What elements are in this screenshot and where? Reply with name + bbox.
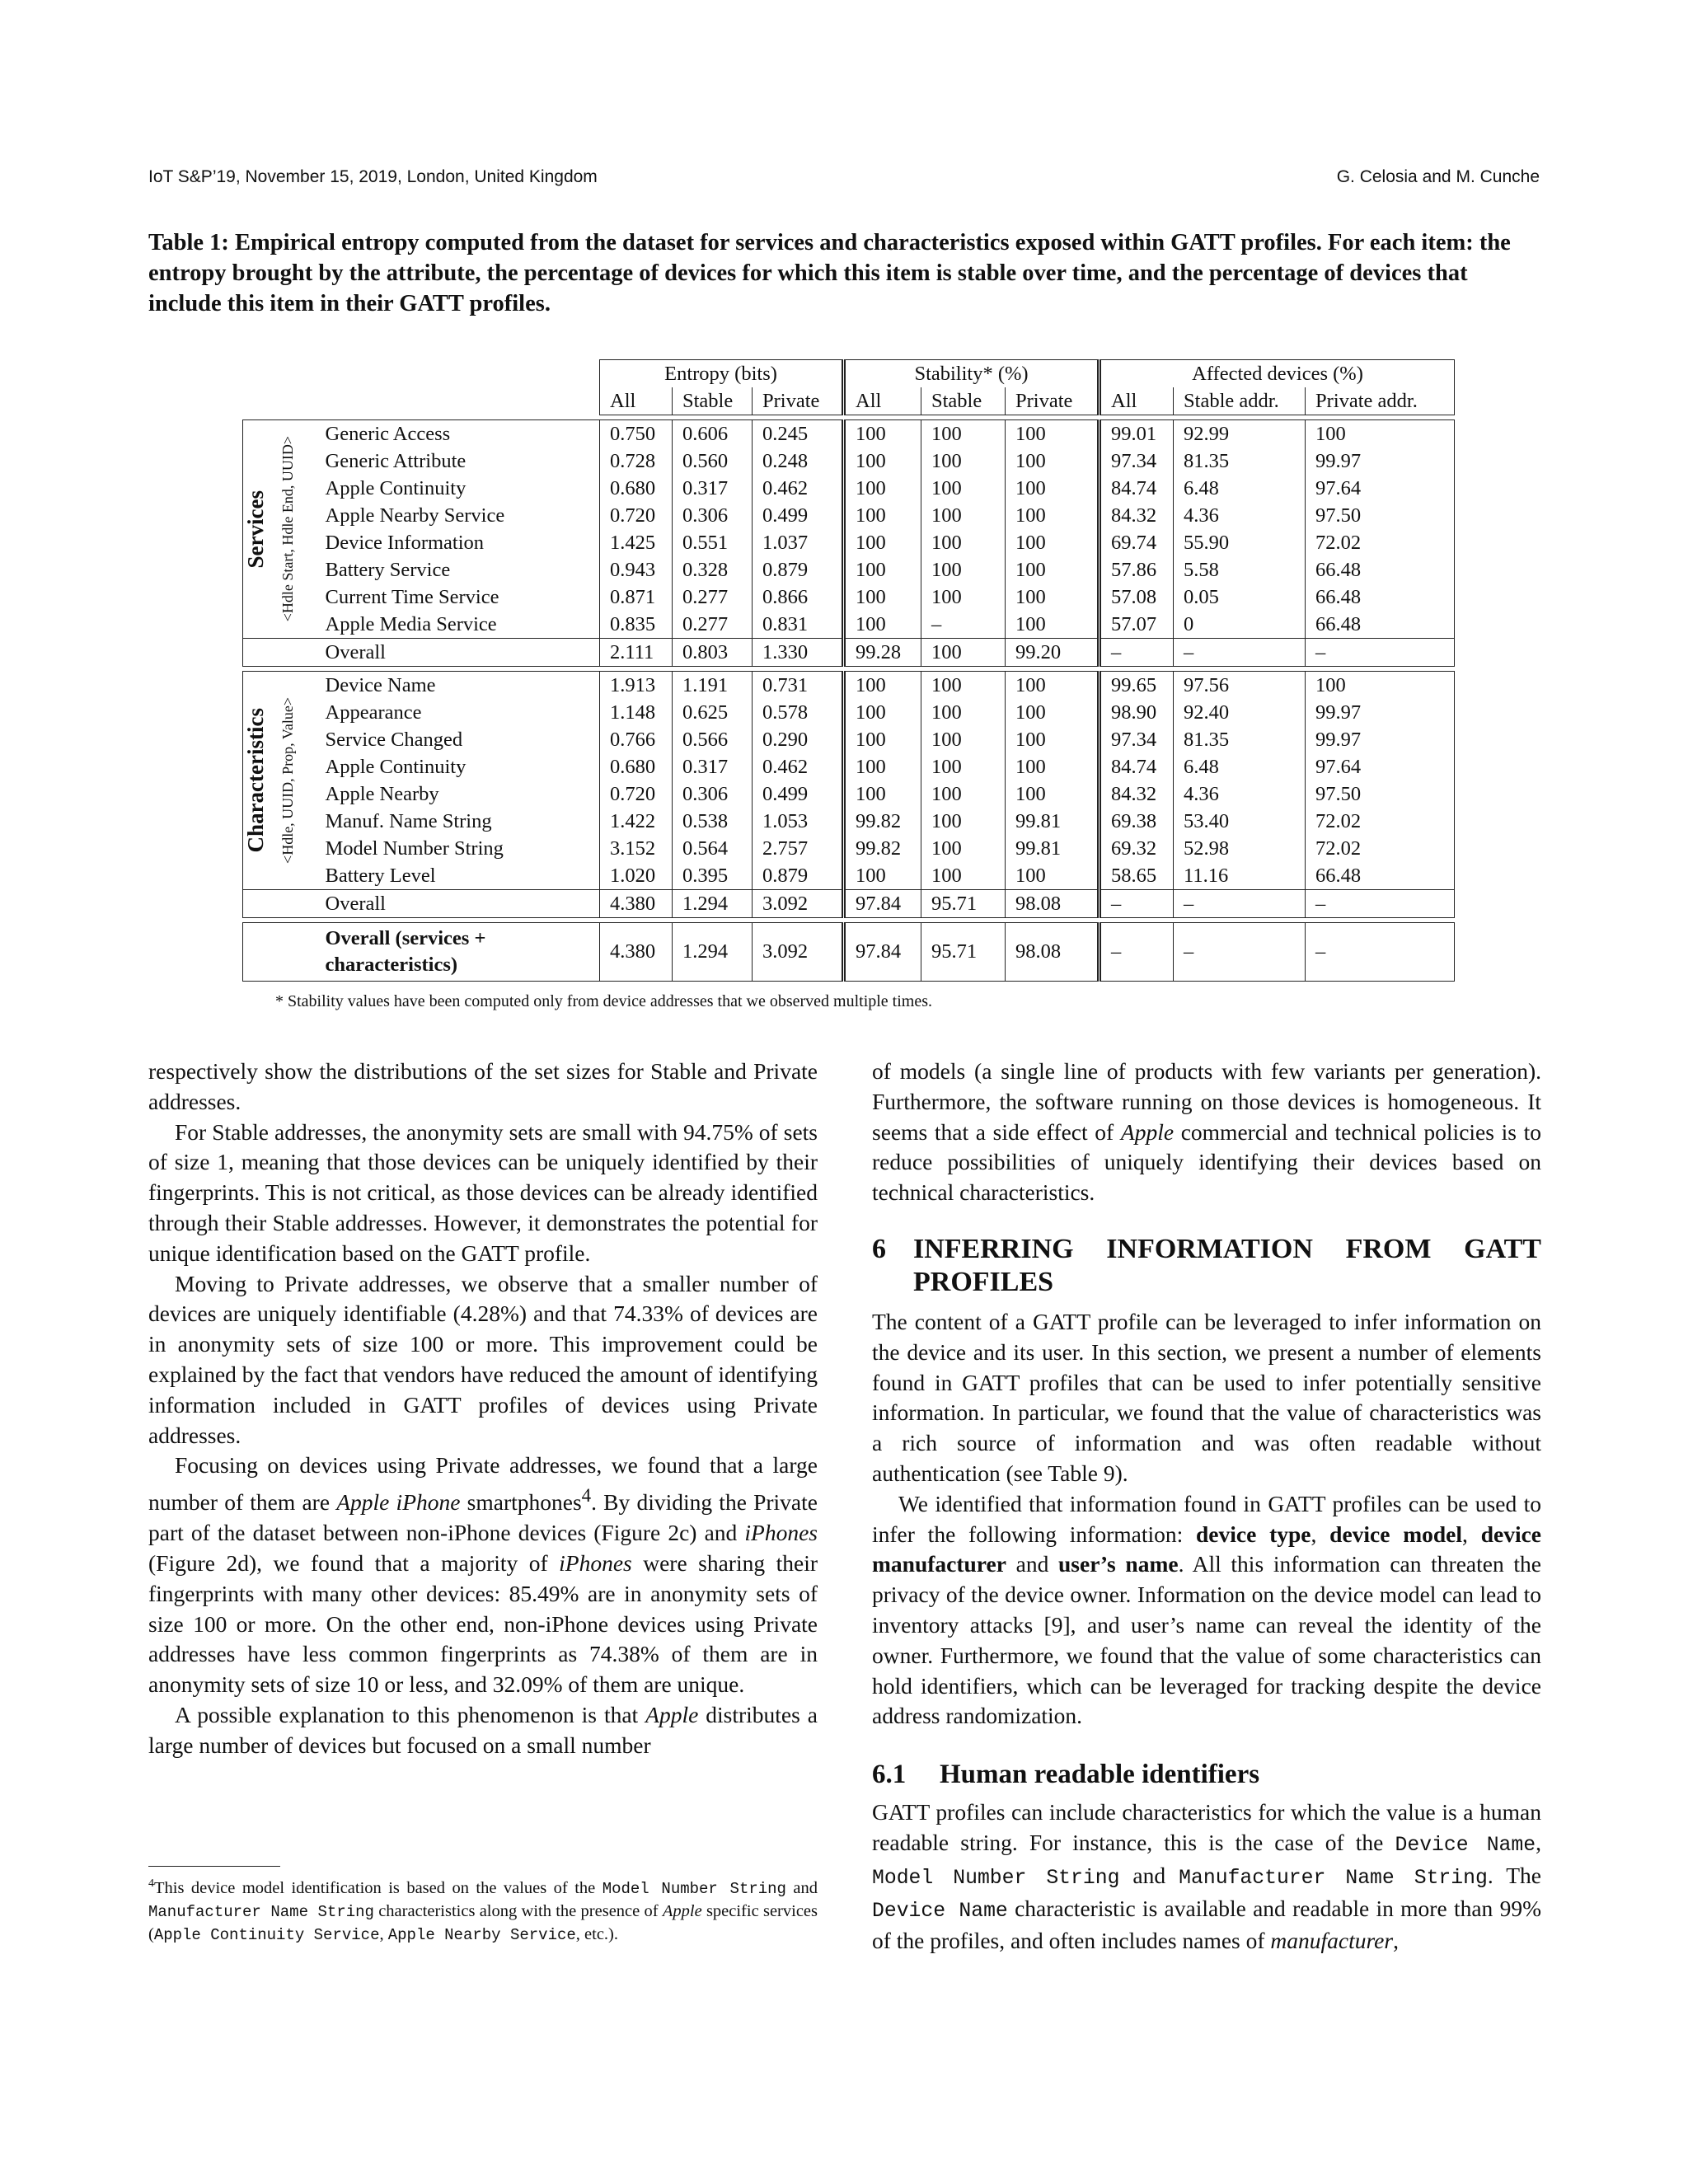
column-header: Stable <box>673 387 753 415</box>
value-cell: 100 <box>844 862 921 890</box>
value-cell: 0.306 <box>673 780 753 808</box>
empty-cell <box>243 639 279 667</box>
value-cell: 0.680 <box>600 475 673 502</box>
value-cell: 100 <box>921 835 1006 862</box>
table-row <box>243 726 1455 753</box>
row-label: Device Information <box>325 531 485 554</box>
table-row <box>243 808 1455 835</box>
value-cell: 100 <box>921 475 1006 502</box>
row-label: Model Number String <box>325 837 504 860</box>
services-sublabel: <Hdle Start, Hdle End, UUID> <box>279 436 296 622</box>
value-cell: 97.64 <box>1306 753 1455 780</box>
row-label: Battery Service <box>325 558 451 581</box>
value-cell: 100 <box>1006 448 1100 475</box>
empty-cell <box>316 387 600 415</box>
grand-overall-value: 3.092 <box>753 923 844 982</box>
value-cell: 69.74 <box>1100 529 1174 556</box>
value-cell: 0.731 <box>753 672 844 700</box>
value-cell: 1.191 <box>673 672 753 700</box>
value-cell: 100 <box>1006 672 1100 700</box>
grand-overall-value: 1.294 <box>673 923 753 982</box>
value-cell: 100 <box>921 420 1006 448</box>
row-label: Service Changed <box>325 728 463 751</box>
value-cell: 100 <box>844 611 921 639</box>
value-cell: 0.277 <box>673 611 753 639</box>
table-footnote: * Stability values have been computed only from device addresses that we observed multiple times. <box>275 992 933 1010</box>
overall-row <box>243 639 1455 667</box>
grand-overall-value: – <box>1306 923 1455 982</box>
value-cell: 100 <box>1006 556 1100 583</box>
column-header: Private addr. <box>1306 387 1455 415</box>
value-cell: 100 <box>921 583 1006 611</box>
table-row <box>243 862 1455 890</box>
value-cell: 100 <box>921 529 1006 556</box>
value-cell: 97.50 <box>1306 502 1455 529</box>
value-cell: 4.36 <box>1174 502 1306 529</box>
value-cell: 0.317 <box>673 753 753 780</box>
value-cell: 72.02 <box>1306 529 1455 556</box>
value-cell: 84.32 <box>1100 780 1174 808</box>
empty-cell <box>279 639 316 667</box>
empty-cell <box>243 890 279 918</box>
paragraph: A possible explanation to this phenomenon is that Apple distributes a large number of devices but focused on a small number <box>148 1701 818 1758</box>
empty-cell <box>279 360 316 388</box>
overall-label: Overall <box>316 639 600 667</box>
value-cell: 0.943 <box>600 556 673 583</box>
left-column <box>148 1057 818 1760</box>
table-group-header-row <box>243 360 1455 388</box>
footnote-ref[interactable]: 4 <box>581 1485 592 1507</box>
overall-value: 99.20 <box>1006 639 1100 667</box>
value-cell: 0.606 <box>673 420 753 448</box>
overall-row <box>243 890 1455 918</box>
grand-overall-value: 97.84 <box>844 923 921 982</box>
value-cell: 5.58 <box>1174 556 1306 583</box>
value-cell: 100 <box>921 448 1006 475</box>
grand-overall-value: 98.08 <box>1006 923 1100 982</box>
row-label: Apple Nearby Service <box>325 504 505 527</box>
row-label: Apple Nearby <box>325 782 439 805</box>
value-cell: 97.34 <box>1100 726 1174 753</box>
services-label-cell <box>243 420 279 639</box>
paragraph: GATT profiles can include characteristics for which the value is a human readable string. For instance, this is the case of the Device Name, Model Number String and Manufacturer Name String. The Device Name characteristic is available and readable in more than 99% of the profiles, and often includes names of manufacturer, <box>872 1799 1541 1954</box>
footnote-rule <box>148 1866 280 1867</box>
table-row <box>243 475 1455 502</box>
value-cell: 0.879 <box>753 862 844 890</box>
grand-overall-value: – <box>1100 923 1174 982</box>
value-cell: 72.02 <box>1306 808 1455 835</box>
value-cell: 81.35 <box>1174 448 1306 475</box>
empty-cell <box>243 360 279 388</box>
value-cell: 0.290 <box>753 726 844 753</box>
value-cell: 99.97 <box>1306 726 1455 753</box>
value-cell: 100 <box>921 753 1006 780</box>
table-row <box>243 583 1455 611</box>
value-cell: 81.35 <box>1174 726 1306 753</box>
value-cell: 100 <box>1006 753 1100 780</box>
value-cell: 6.48 <box>1174 753 1306 780</box>
value-cell: 100 <box>1006 475 1100 502</box>
value-cell: 0.462 <box>753 753 844 780</box>
paragraph: of models (a single line of products with few variants per generation). Furthermore, the software running on those devices is homogeneous. It seems that a side effect of Apple commercial and technical policies is to reduce possibilities of uniquely identifying their devices based on technical characteristics. <box>872 1058 1542 1206</box>
column-header: All <box>600 387 673 415</box>
value-cell: 0.277 <box>673 583 753 611</box>
value-cell: 100 <box>844 753 921 780</box>
overall-value: 3.092 <box>753 890 844 918</box>
value-cell: 0.328 <box>673 556 753 583</box>
value-cell: 100 <box>1006 699 1100 726</box>
row-label: Appearance <box>325 701 422 724</box>
row-label: Apple Media Service <box>325 612 497 635</box>
value-cell: 97.34 <box>1100 448 1174 475</box>
value-cell: 69.32 <box>1100 835 1174 862</box>
overall-value: 4.380 <box>600 890 673 918</box>
value-cell: 0.560 <box>673 448 753 475</box>
entropy-table <box>242 359 1454 982</box>
value-cell: 100 <box>844 583 921 611</box>
characteristics-sublabel-cell <box>279 672 316 890</box>
value-cell: 99.97 <box>1306 699 1455 726</box>
value-cell: 0.750 <box>600 420 673 448</box>
value-cell: 100 <box>1006 420 1100 448</box>
value-cell: 0.306 <box>673 502 753 529</box>
value-cell: 100 <box>844 699 921 726</box>
characteristics-sublabel: <Hdle, UUID, Prop, Value> <box>279 697 296 864</box>
value-cell: 0.395 <box>673 862 753 890</box>
overall-label: Overall <box>316 890 600 918</box>
overall-value: 100 <box>921 639 1006 667</box>
value-cell: 2.757 <box>753 835 844 862</box>
value-cell: 69.38 <box>1100 808 1174 835</box>
paragraph: Moving to Private addresses, we observe that a smaller number of devices are uniquely identifiable (4.28%) and that 74.33% of devices are in anonymity sets of size 100 or more. This improvement could be explained by the fact that vendors have reduced the amount of identifying information included in GATT profiles of devices using Private addresses. <box>148 1270 818 1448</box>
value-cell: – <box>921 611 1006 639</box>
value-cell: 58.65 <box>1100 862 1174 890</box>
value-cell: 0.720 <box>600 502 673 529</box>
value-cell: 0.538 <box>673 808 753 835</box>
services-label: Services <box>243 490 268 569</box>
column-header: All <box>1100 387 1174 415</box>
value-cell: 52.98 <box>1174 835 1306 862</box>
overall-value: 1.294 <box>673 890 753 918</box>
paragraph: Focusing on devices using Private addresses, we found that a large number of them are Apple iPhone smartphones$^4$. By dividing the Private part of the dataset between non-iPhone devices (Figure 2c) and iPhones (Figure 2d), we found that a majority of iPhones were sharing their fingerprints with many other devices: 85.49% are in anonymity sets of size 100 or more. On the other end, non-iPhone devices using Private addresses have less common fingerprints as 74.38% of them are in anonymity sets of size 10 or less, and 32.09% of them are unique. <box>148 1452 818 1698</box>
value-cell: 100 <box>844 420 921 448</box>
value-cell: 1.053 <box>753 808 844 835</box>
value-cell: 84.32 <box>1100 502 1174 529</box>
row-label: Current Time Service <box>325 585 499 608</box>
value-cell: 100 <box>844 529 921 556</box>
value-cell: 100 <box>1006 502 1100 529</box>
characteristics-label-cell <box>243 672 279 890</box>
value-cell: 1.913 <box>600 672 673 700</box>
value-cell: 100 <box>844 780 921 808</box>
value-cell: 0.720 <box>600 780 673 808</box>
running-header-right: G. Celosia and M. Cunche <box>1336 167 1540 186</box>
value-cell: 100 <box>921 502 1006 529</box>
table-row <box>243 448 1455 475</box>
grand-overall-row <box>243 923 1455 982</box>
value-cell: 1.425 <box>600 529 673 556</box>
value-cell: 99.82 <box>844 835 921 862</box>
value-cell: 57.86 <box>1100 556 1174 583</box>
value-cell: 0.499 <box>753 502 844 529</box>
group-header-affected: Affected devices (%) <box>1100 360 1455 388</box>
table-row <box>243 529 1455 556</box>
value-cell: 100 <box>844 672 921 700</box>
value-cell: 100 <box>844 726 921 753</box>
paragraph: The content of a GATT profile can be leveraged to infer information on the device and its user. In this section, we present a number of elements found in GATT profiles that can be used to infer potentially sensitive information. In particular, we found that the value of characteristics was a rich source of information and was often readable without authentication (see Table 9). <box>872 1308 1541 1486</box>
value-cell: 100 <box>921 726 1006 753</box>
value-cell: 92.99 <box>1174 420 1306 448</box>
table-row <box>243 672 1455 700</box>
table-row <box>243 420 1455 448</box>
value-cell: 55.90 <box>1174 529 1306 556</box>
value-cell: 0.871 <box>600 583 673 611</box>
value-cell: 100 <box>844 448 921 475</box>
value-cell: 0.831 <box>753 611 844 639</box>
value-cell: 0.551 <box>673 529 753 556</box>
value-cell: 1.037 <box>753 529 844 556</box>
empty-cell <box>279 890 316 918</box>
value-cell: 0.766 <box>600 726 673 753</box>
overall-value: 2.111 <box>600 639 673 667</box>
value-cell: 100 <box>1006 611 1100 639</box>
column-header: Stable <box>921 387 1006 415</box>
value-cell: 0.245 <box>753 420 844 448</box>
value-cell: 99.81 <box>1006 835 1100 862</box>
value-cell: 99.97 <box>1306 448 1455 475</box>
value-cell: 100 <box>921 672 1006 700</box>
value-cell: 97.64 <box>1306 475 1455 502</box>
value-cell: 6.48 <box>1174 475 1306 502</box>
paragraph: For Stable addresses, the anonymity sets are small with 94.75% of sets of size 1, meaning that those devices can be uniquely identified by their fingerprints. This is not critical, as those devices can be already identified through their Stable addresses. However, it demonstrates the potential for unique identification based on the GATT profile. <box>148 1118 818 1266</box>
value-cell: 100 <box>1306 672 1455 700</box>
footnote-4: $^4$This device model identification is based on the values of the Model Number String and Manufacturer Name String characteristics along with the presence of Apple specific services (Apple Continuity Service, Apple Nearby Service, etc.). <box>148 1877 818 1944</box>
table-row <box>243 753 1455 780</box>
overall-value: – <box>1174 890 1306 918</box>
value-cell: 97.56 <box>1174 672 1306 700</box>
value-cell: 0.499 <box>753 780 844 808</box>
row-label: Apple Continuity <box>325 755 467 778</box>
overall-value: – <box>1306 639 1455 667</box>
value-cell: 84.74 <box>1100 475 1174 502</box>
paragraph: We identified that information found in GATT profiles can be used to infer the following information: device type, device model, device manufacturer and user’s name. All this information can threaten the privacy of the device owner. Information on the device model can lead to inventory attacks [9], and user’s name can reveal the identity of the owner. Furthermore, we found that the value of some characteristics can hold identifiers, which can be leveraged for tracking despite the device address randomization. <box>872 1490 1541 1729</box>
value-cell: 84.74 <box>1100 753 1174 780</box>
table-row <box>243 502 1455 529</box>
value-cell: 98.90 <box>1100 699 1174 726</box>
overall-value: 0.803 <box>673 639 753 667</box>
value-cell: 53.40 <box>1174 808 1306 835</box>
row-label: Apple Continuity <box>325 476 467 499</box>
right-column <box>872 1057 1541 1957</box>
table-row <box>243 835 1455 862</box>
value-cell: 57.08 <box>1100 583 1174 611</box>
value-cell: 100 <box>921 862 1006 890</box>
overall-value: 98.08 <box>1006 890 1100 918</box>
value-cell: 100 <box>921 808 1006 835</box>
column-header: Private <box>1006 387 1100 415</box>
column-header: Stable addr. <box>1174 387 1306 415</box>
value-cell: 100 <box>1006 780 1100 808</box>
value-cell: 100 <box>1306 420 1455 448</box>
group-header-stability: Stability* (%) <box>844 360 1100 388</box>
value-cell: 57.07 <box>1100 611 1174 639</box>
value-cell: 0 <box>1174 611 1306 639</box>
value-cell: 66.48 <box>1306 556 1455 583</box>
value-cell: 100 <box>844 556 921 583</box>
table-row <box>243 699 1455 726</box>
value-cell: 0.566 <box>673 726 753 753</box>
value-cell: 100 <box>921 556 1006 583</box>
value-cell: 0.578 <box>753 699 844 726</box>
value-cell: 100 <box>844 475 921 502</box>
value-cell: 100 <box>921 699 1006 726</box>
value-cell: 100 <box>844 502 921 529</box>
value-cell: 0.05 <box>1174 583 1306 611</box>
value-cell: 11.16 <box>1174 862 1306 890</box>
overall-value: – <box>1100 639 1174 667</box>
value-cell: 1.422 <box>600 808 673 835</box>
overall-value: 1.330 <box>753 639 844 667</box>
value-cell: 100 <box>921 780 1006 808</box>
running-header-left: IoT S&P’19, November 15, 2019, London, United Kingdom <box>148 167 598 186</box>
overall-value: 95.71 <box>921 890 1006 918</box>
value-cell: 0.879 <box>753 556 844 583</box>
value-cell: 0.462 <box>753 475 844 502</box>
value-cell: 99.01 <box>1100 420 1174 448</box>
value-cell: 3.152 <box>600 835 673 862</box>
table-row <box>243 611 1455 639</box>
overall-value: – <box>1100 890 1174 918</box>
row-label: Device Name <box>316 672 600 700</box>
overall-value: – <box>1306 890 1455 918</box>
empty-cell <box>243 387 279 415</box>
section-heading: 6 INFERRING INFORMATION FROM GATT PROFILES <box>872 1233 1541 1297</box>
overall-value: 99.28 <box>844 639 921 667</box>
table-row <box>243 780 1455 808</box>
value-cell: 0.680 <box>600 753 673 780</box>
row-label: Manuf. Name String <box>325 809 492 832</box>
value-cell: 99.82 <box>844 808 921 835</box>
value-cell: 99.65 <box>1100 672 1174 700</box>
table-caption: Table 1: Empirical entropy computed from the dataset for services and characteristics exposed within GATT profiles. For each item: the entropy brought by the attribute, the percentage of devices for which this item is stable over time, and the percentage of devices that include this item in their GATT profiles. <box>148 230 1511 316</box>
empty-cell <box>316 360 600 388</box>
value-cell: 0.564 <box>673 835 753 862</box>
subsection-heading: 6.1 Human readable identifiers <box>872 1760 1260 1790</box>
empty-cell <box>243 923 279 982</box>
value-cell: 0.866 <box>753 583 844 611</box>
overall-value: 97.84 <box>844 890 921 918</box>
row-label: Generic Attribute <box>325 449 467 472</box>
value-cell: 99.81 <box>1006 808 1100 835</box>
services-sublabel-cell <box>279 420 316 639</box>
value-cell: 92.40 <box>1174 699 1306 726</box>
row-label: Battery Level <box>325 864 436 887</box>
empty-cell <box>279 923 316 982</box>
value-cell: 0.317 <box>673 475 753 502</box>
value-cell: 0.835 <box>600 611 673 639</box>
value-cell: 97.50 <box>1306 780 1455 808</box>
grand-overall-value: 95.71 <box>921 923 1006 982</box>
value-cell: 66.48 <box>1306 583 1455 611</box>
value-cell: 1.148 <box>600 699 673 726</box>
value-cell: 66.48 <box>1306 862 1455 890</box>
value-cell: 0.728 <box>600 448 673 475</box>
value-cell: 100 <box>1006 529 1100 556</box>
value-cell: 100 <box>1006 726 1100 753</box>
value-cell: 0.248 <box>753 448 844 475</box>
table-row <box>243 556 1455 583</box>
column-header: Private <box>753 387 844 415</box>
value-cell: 1.020 <box>600 862 673 890</box>
value-cell: 4.36 <box>1174 780 1306 808</box>
grand-overall-label: Overall (services + characteristics) <box>316 923 600 982</box>
value-cell: 72.02 <box>1306 835 1455 862</box>
value-cell: 0.625 <box>673 699 753 726</box>
paragraph: respectively show the distributions of the set sizes for Stable and Private addresses. <box>148 1058 818 1114</box>
row-label: Generic Access <box>316 420 600 448</box>
column-header: All <box>844 387 921 415</box>
value-cell: 100 <box>1006 583 1100 611</box>
grand-overall-value: 4.380 <box>600 923 673 982</box>
overall-value: – <box>1174 639 1306 667</box>
characteristics-label: Characteristics <box>243 708 268 853</box>
table-column-header-row <box>243 387 1455 415</box>
grand-overall-value: – <box>1174 923 1306 982</box>
value-cell: 100 <box>1006 862 1100 890</box>
group-header-entropy: Entropy (bits) <box>600 360 844 388</box>
empty-cell <box>279 387 316 415</box>
value-cell: 66.48 <box>1306 611 1455 639</box>
